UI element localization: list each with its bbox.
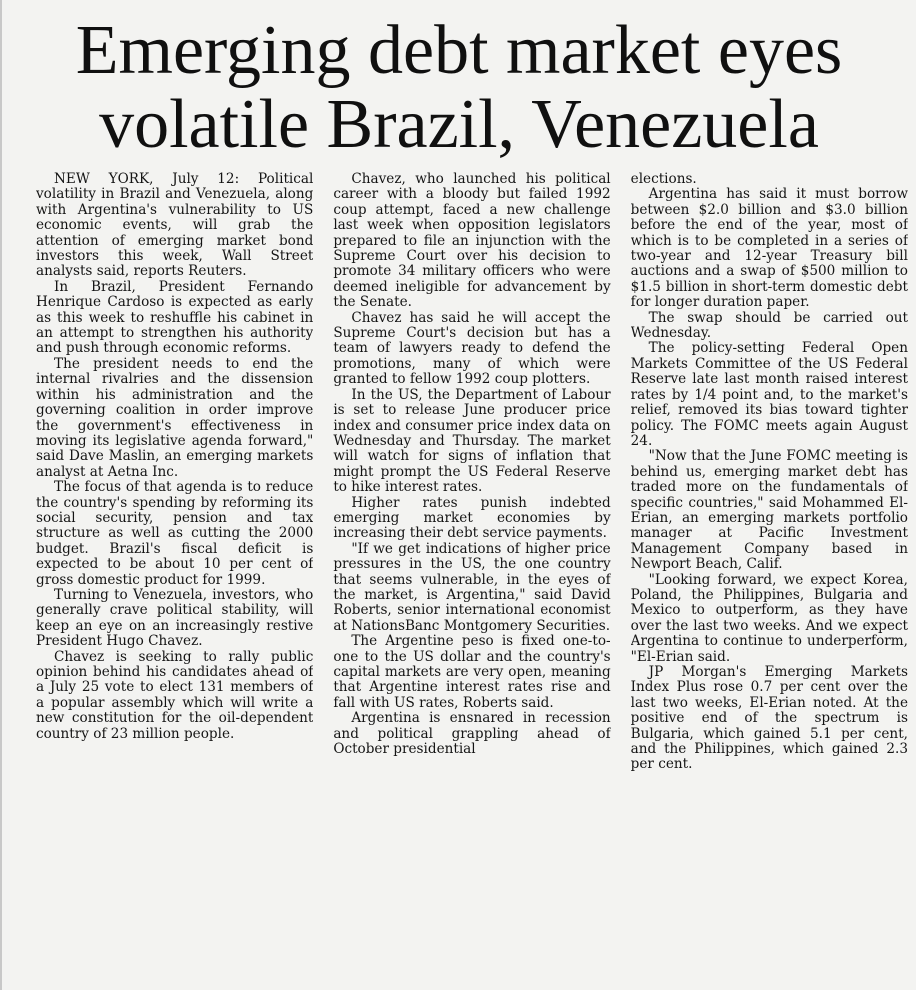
article-paragraph: Turning to Venezuela, investors, who generally crave political stability, will keep an eye on an increasingly restive President Hugo Chavez.	[36, 586, 314, 650]
article-paragraph: Higher rates punish indebted emerging market economies by increasing their debt service payments.	[333, 494, 611, 542]
article-paragraph: "Now that the June FOMC meeting is behind us, emerging market debt has traded more on the fundamentals of specific countries," said Mohammed El-Erian, an emerging markets portfolio manager at Pacific Investment Management Company based in Newport Beach, Calif.	[630, 448, 908, 573]
article-paragraph: The focus of that agenda is to reduce the country's spending by reforming its social security, pension and tax structure as well as cutting the 2000 budget. Brazil's fiscal deficit is expected to be about 10 per cent of gross domestic product for 1999.	[36, 479, 314, 588]
article-column-3	[631, 172, 908, 982]
article-paragraph: Argentina is ensnared in recession and political grappling ahead of October presidential	[333, 710, 611, 758]
article-paragraph: The Argentine peso is fixed one-to-one to the US dollar and the country's capital markets are very open, meaning that Argentine interest rates rise and fall with US rates, Roberts said.	[333, 633, 611, 711]
article-body	[36, 172, 908, 982]
headline	[2, 0, 916, 168]
article-paragraph: NEW YORK, July 12: Political volatility in Brazil and Venezuela, along with Argentina's vulnerability to US economic events, will grab the attention of emerging market bond investors this week, Wall Street analysts said, reports Reuters.	[36, 172, 314, 280]
headline-line-1: Emerging debt market eyes	[75, 12, 843, 89]
headline-line-2: volatile Brazil, Venezuela	[99, 86, 819, 163]
article-column-2	[333, 172, 610, 982]
article-paragraph: The president needs to end the internal rivalries and the dissension within his administration and the governing coalition in order improve the government's effectiveness in moving its legislative agenda forward," said Dave Maslin, an emerging markets analyst at Aetna Inc.	[36, 355, 314, 480]
article-paragraph: "Looking forward, we expect Korea, Poland, the Philippines, Bulgaria and Mexico to outperform, as they have over the last two weeks. And we expect Argentina to continue to underperform, "El-Erian said.	[630, 571, 908, 665]
article-paragraph: The policy-setting Federal Open Markets Committee of the US Federal Reserve late last month raised interest rates by 1/4 point and, to the market's relief, removed its bias toward tighter policy. The FOMC meets again August 24.	[630, 340, 908, 449]
article-paragraph: Argentina has said it must borrow between $2.0 billion and $3.0 billion before the end of the year, most of which is to be completed in a series of two-year and 12-year Treasury bill auctions and a swap of $500 million to $1.5 billion in short-term domestic debt for longer duration paper.	[630, 186, 908, 311]
article-paragraph: Chavez is seeking to rally public opinion behind his candidates ahead of a July 25 vote to elect 131 members of a popular assembly which will write a new constitution for the oil-dependent country of 23 million people.	[36, 648, 314, 742]
article-paragraph: "If we get indications of higher price pressures in the US, the one country that seems vulnerable, in the eyes of the market, is Argentina," said David Roberts, senior international economist at NationsBanc Montgomery Securities.	[333, 540, 611, 634]
article-column-1	[36, 172, 313, 982]
article-paragraph: The swap should be carried out Wednesday.	[630, 309, 908, 342]
article-paragraph: Chavez has said he will accept the Supreme Court's decision but has a team of lawyers ready to defend the promotions, many of which were granted to fellow 1992 coup plotters.	[333, 309, 611, 388]
article-paragraph-continued: elections.	[630, 172, 697, 187]
article-paragraph: Chavez, who launched his political career with a bloody but failed 1992 coup attempt, faced a new challenge last week when opposition legislators prepared to file an injunction with the Supreme Court over his decision to promote 34 military officers who were deemed ineligible for advancement by the Senate.	[333, 172, 611, 311]
article-paragraph: In the US, the Department of Labour is set to release June producer price index and consumer price index data on Wednesday and Thursday. The market will watch for signs of inflation that might prompt the US Federal Reserve to hike interest rates.	[333, 386, 611, 496]
article-paragraph: JP Morgan's Emerging Markets Index Plus rose 0.7 per cent over the last two weeks, El-Erian noted. At the positive end of the spectrum is Bulgaria, which gained 5.1 per cent, and the Philippines, which gained 2.3 per cent.	[630, 664, 908, 773]
article-paragraph: In Brazil, President Fernando Henrique Cardoso is expected as early as this week to reshuffle his cabinet in an attempt to strengthen his authority and push through economic reforms.	[36, 278, 314, 357]
